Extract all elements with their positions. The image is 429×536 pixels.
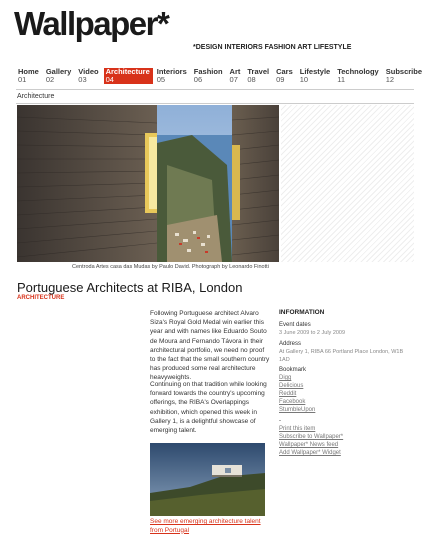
nav-label: Subscribe bbox=[385, 67, 422, 76]
hero-caption: Centroda Artes casa das Mudas by Paulo David. Photograph by Leonardo Finotti bbox=[72, 264, 269, 270]
nav-label: Gallery bbox=[45, 67, 72, 76]
article-paragraph: Continuing on that tradition while looking forward towards the country's upcoming offerings, the RIBA's Overlappings exhibition, which opened this week in Gallery 1, is a delightful showcase of emerging talent. bbox=[150, 381, 267, 435]
nav-label: Travel bbox=[247, 67, 270, 76]
nav-label: Fashion bbox=[193, 67, 223, 76]
nav-item-interiors[interactable] bbox=[155, 68, 190, 84]
info-heading: INFORMATION bbox=[279, 309, 325, 316]
nav-number: 04 bbox=[105, 75, 114, 84]
article-paragraph: Following Portuguese architect Alvaro Siza's Royal Gold Medal win earlier this year and with names like Eduardo Souto de Moura and Fernando Távora in their architectural portfolio, we need no proof to the fact that the small southern country has produced some real architecture heavyweights. bbox=[150, 310, 270, 382]
nav-number: 05 bbox=[156, 75, 166, 84]
bookmark-stumbleupon-link[interactable]: StumbleUpon bbox=[279, 407, 316, 413]
nav-label: Art bbox=[229, 67, 241, 76]
nav-item-home[interactable] bbox=[16, 68, 42, 84]
main-nav bbox=[16, 68, 427, 84]
nav-divider bbox=[16, 89, 414, 90]
bookmark-facebook-link[interactable]: Facebook bbox=[279, 399, 306, 405]
nav-label: Lifestyle bbox=[299, 67, 331, 76]
nav-item-lifestyle[interactable] bbox=[298, 68, 333, 84]
nav-item-travel[interactable] bbox=[245, 68, 272, 84]
news-feed-link[interactable]: Wallpaper* News feed bbox=[279, 442, 339, 448]
nav-label: Architecture bbox=[105, 67, 150, 76]
nav-label: Video bbox=[78, 67, 99, 76]
nav-item-gallery[interactable] bbox=[44, 68, 74, 84]
nav-label: Home bbox=[18, 67, 39, 76]
nav-item-subscribe[interactable] bbox=[384, 68, 425, 84]
nav-label: Technology bbox=[337, 67, 379, 76]
address-value: At Gallery 1, RIBA 66 Portland Place London, W1B 1AD bbox=[279, 349, 404, 363]
info-separator: - bbox=[279, 418, 281, 424]
subscribe-link[interactable]: Subscribe to Wallpaper* bbox=[279, 434, 344, 440]
nav-number: 01 bbox=[18, 75, 27, 84]
bookmark-digg-link[interactable]: Digg bbox=[279, 375, 292, 381]
nav-number: 08 bbox=[247, 75, 256, 84]
nav-number: 09 bbox=[276, 75, 285, 84]
nav-item-art[interactable] bbox=[228, 68, 244, 84]
nav-number: 07 bbox=[229, 75, 238, 84]
breadcrumb[interactable]: Architecture bbox=[17, 93, 55, 100]
print-item-link[interactable]: Print this item bbox=[279, 426, 316, 432]
breadcrumb-divider bbox=[16, 103, 414, 104]
nav-item-fashion[interactable] bbox=[192, 68, 226, 84]
nav-label: Interiors bbox=[156, 67, 187, 76]
nav-number: 03 bbox=[78, 75, 87, 84]
nav-item-architecture[interactable] bbox=[104, 68, 153, 84]
hero-photo bbox=[17, 105, 279, 262]
related-photo[interactable] bbox=[150, 443, 265, 516]
nav-number: 10 bbox=[299, 75, 309, 84]
add-widget-link[interactable]: Add Wallpaper* Widget bbox=[279, 450, 341, 456]
bookmark-reddit-link[interactable]: Reddit bbox=[279, 391, 297, 397]
nav-number: 11 bbox=[337, 75, 345, 84]
nav-item-cars[interactable] bbox=[274, 68, 296, 84]
site-logo[interactable]: Wallpaper* bbox=[14, 5, 169, 42]
event-dates-label: Event dates bbox=[279, 322, 311, 328]
nav-item-video[interactable] bbox=[76, 68, 101, 84]
nav-number: 02 bbox=[45, 75, 55, 84]
section-label[interactable]: ARCHITECTURE bbox=[17, 295, 65, 301]
article-headline: Portuguese Architects at RIBA, London bbox=[17, 280, 243, 295]
address-label: Address bbox=[279, 341, 302, 347]
more-architecture-link[interactable]: See more emerging architecture talent from Portugal bbox=[150, 518, 261, 534]
decorative-pattern bbox=[281, 105, 414, 262]
bookmark-label: Bookmark bbox=[279, 367, 307, 373]
bookmark-delicious-link[interactable]: Delicious bbox=[279, 383, 304, 389]
nav-item-technology[interactable] bbox=[335, 68, 382, 84]
nav-label: Cars bbox=[276, 67, 293, 76]
nav-number: 12 bbox=[385, 75, 395, 84]
nav-number: 06 bbox=[193, 75, 203, 84]
event-dates-value: 3 June 2009 to 2 July 2009 bbox=[279, 330, 346, 336]
site-tagline: *DESIGN INTERIORS FASHION ART LIFESTYLE bbox=[193, 44, 352, 51]
